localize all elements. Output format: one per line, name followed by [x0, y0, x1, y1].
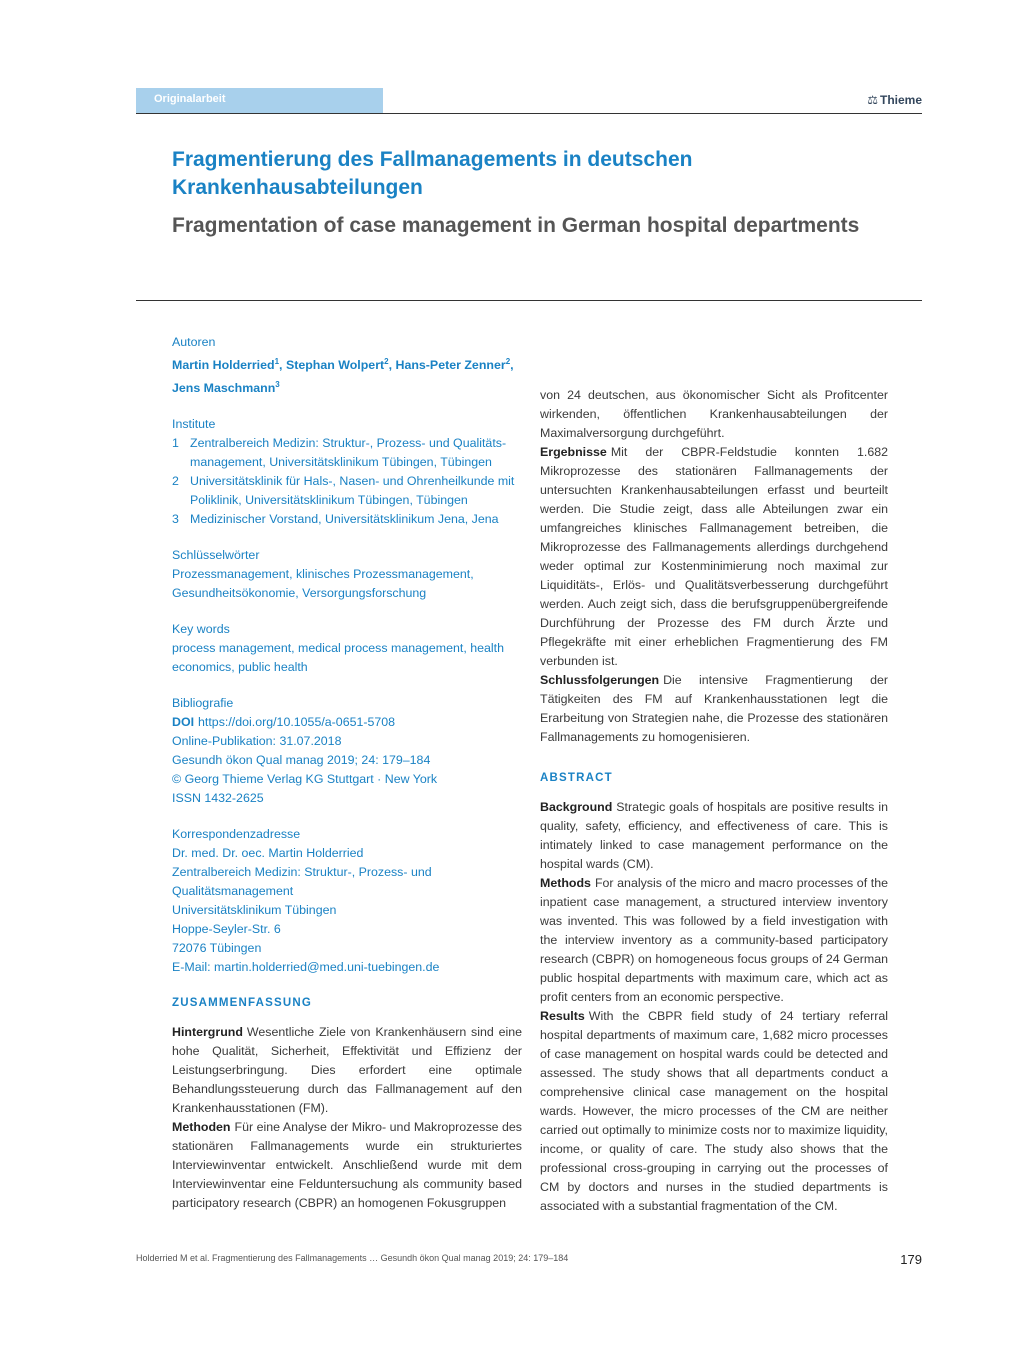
hintergrund-label: Hintergrund	[172, 1025, 243, 1040]
author-name[interactable]: Martin Holderried	[172, 358, 275, 373]
background-label: Background	[540, 800, 613, 814]
institute-text: Universitätsklinik für Hals-, Nasen- und Ohrenheilkunde mit Poliklinik, Universitätsklinikum Tübingen, Tübingen	[190, 474, 515, 508]
correspondence-line: Hoppe-Seyler-Str. 6	[172, 922, 281, 937]
correspondence-line: Qualitätsmanagement	[172, 884, 294, 899]
results-label: Results	[540, 1009, 585, 1023]
thieme-logo-icon: ⚖	[867, 93, 878, 107]
results-paragraph	[540, 1007, 888, 1216]
schlussfolgerungen-text: Die intensive Fragmentierung der Tätigkeiten des FM auf Krankenhausstationen legt die Erarbeitung von Strategien nahe, die Prozesse des stationären Fallmanagements zu homogenisieren.	[540, 673, 888, 744]
author-name[interactable]: Jens Maschmann	[172, 381, 276, 396]
correspondence-email[interactable]: E-Mail: martin.holderried@med.uni-tuebingen.de	[172, 960, 440, 975]
title-rule	[136, 300, 922, 301]
ergebnisse-paragraph	[540, 443, 888, 671]
correspondence-block	[172, 825, 522, 977]
doi-link[interactable]: https://doi.org/10.1055/a-0651-5708	[198, 715, 396, 730]
institutes-block	[172, 415, 522, 529]
institute-item	[172, 472, 522, 510]
methoden-label: Methoden	[172, 1120, 231, 1135]
authors-heading: Autoren	[172, 335, 216, 349]
institute-item	[172, 510, 522, 529]
keywords-de-heading: Schlüsselwörter	[172, 548, 260, 563]
title-english: Fragmentation of case management in German hospital departments	[172, 214, 860, 237]
online-publication: Online-Publikation: 31.07.2018	[172, 734, 342, 749]
methoden-continued: von 24 deutschen, aus ökonomischer Sicht als Profitcenter wirkenden, öffentlichen Krankenhausabteilungen der Maximalversorgung durchgeführt.	[540, 388, 888, 440]
doi-label: DOI	[172, 715, 195, 730]
correspondence-line: Dr. med. Dr. oec. Martin Holderried	[172, 846, 364, 861]
bibliography-block	[172, 694, 522, 808]
authors-block	[172, 333, 522, 398]
schlussfolgerungen-label: Schlussfolgerungen	[540, 673, 660, 687]
ergebnisse-text: Mit der CBPR-Feldstudie konnten 1.682 Mikroprozesse des stationären Fallmanagements der untersuchten Krankenhausabteilungen erfasst und beurteilt werden. Die Studie zeigt, dass alle Abteilungen zwar ein umfangreiches klinisches Fallmanagement betreiben, die Mikroprozesse des Fallmanagements allerdings durchgehend weder optimal zur Kostenminimierung noch maximal zur Liquiditäts-, Erlös- und Qualitätsverbesserung durchgeführt werden. Auch zeigt sich, dass die berufsgruppenübergreifende Durchführung der Prozesse des FM durch Ärzte und Pflegekräfte mit einer erheblichen Fragmentierung des FM verbunden ist.	[540, 445, 888, 668]
hintergrund-paragraph	[172, 1023, 522, 1118]
keywords-de-text: Prozessmanagement, klinisches Prozessmanagement, Gesundheitsökonomie, Versorgungsforschung	[172, 567, 474, 601]
correspondence-line: Universitätsklinikum Tübingen	[172, 903, 337, 918]
page-number: 179	[900, 1252, 922, 1267]
publisher-name: Thieme	[879, 93, 922, 107]
keywords-en-block	[172, 620, 522, 677]
citation: Gesundh ökon Qual manag 2019; 24: 179–184	[172, 753, 431, 768]
institutes-heading: Institute	[172, 417, 216, 432]
keywords-en-heading: Key words	[172, 622, 230, 637]
ergebnisse-label: Ergebnisse	[540, 445, 607, 459]
hintergrund-text: Wesentliche Ziele von Krankenhäusern sind eine hohe Qualität, Sicherheit, Effektivität und Effizienz der Leistungserbringung. Dies erfordert eine optimale Behandlungssteuerung durch das Fallmanagement auf den Krankenhausstationen (FM).	[172, 1025, 522, 1116]
abstract-title: ABSTRACT	[540, 772, 613, 784]
author-affiliation: 3	[275, 380, 280, 390]
publisher-logo	[867, 93, 922, 107]
header-rule	[136, 113, 922, 114]
results-text: With the CBPR field study of 24 tertiary referral hospital departments of maximum care, 1,682 micro processes of case management on hospital wards could be detected and assessed. The study shows that all departments conduct a comprehensive clinical case management on the hospital wards. However, the micro processes of the CM are neither carried out optimally to minimize costs nor to maximize liquidity, income, or quality of care. The study also shows that the professional cross-grouping in carrying out the processes of CM by doctors and nurses in the studied departments is associated with a substantial fragmentation of the CM.	[540, 1009, 888, 1213]
background-text: Strategic goals of hospitals are positive results in quality, safety, efficiency, and effectiveness of care. This is intimately linked to case management performance on the hospital wards (CM).	[540, 800, 888, 871]
methods-text: For analysis of the micro and macro processes of the inpatient case management, a structured interview inventory was invented. This was followed by a field investigation with the interview inventory as a community-based participatory research (CBPR) on homogeneous focus groups of 24 German public hospital departments with maximum care, which act as profit centers from an economic perspective.	[540, 876, 888, 1004]
methods-label: Methods	[540, 876, 591, 890]
keywords-en-text: process management, medical process management, health economics, public health	[172, 641, 504, 675]
right-column	[540, 386, 888, 1216]
methods-paragraph	[540, 874, 888, 1007]
methoden-paragraph	[172, 1118, 522, 1213]
issn: ISSN 1432-2625	[172, 791, 264, 806]
correspondence-line: Zentralbereich Medizin: Struktur-, Prozess- und	[172, 865, 432, 880]
keywords-de-block	[172, 546, 522, 603]
institute-text: Medizinischer Vorstand, Universitätsklinikum Jena, Jena	[190, 512, 499, 527]
author-affiliation: 2	[384, 357, 389, 366]
methoden-text: Für eine Analyse der Mikro- und Makroprozesse des stationären Fallmanagements wurde ein strukturiertes Interviewinventar entwickelt. Anschließend wurde mit dem Interviewinventar eine Felduntersuchung als community based participatory research (CBPR) an homogenen Fokusgruppen	[172, 1120, 522, 1211]
left-column	[172, 333, 522, 1213]
title-german: Fragmentierung des Fallmanagements in deutschen Krankenhausabteilungen	[172, 148, 693, 199]
author-affiliation: 2	[505, 357, 511, 366]
doi-line	[172, 713, 522, 732]
institute-number: 1	[172, 436, 179, 451]
institute-text: Zentralbereich Medizin: Struktur-, Prozess- und Qualitäts- management, Universitätsklinikum Tübingen, Tübingen	[190, 436, 507, 470]
institute-item	[172, 434, 522, 472]
author-affiliation: 1	[274, 357, 280, 366]
correspondence-heading: Korrespondenzadresse	[172, 827, 301, 842]
institute-number: 3	[172, 512, 179, 527]
correspondence-line: 72076 Tübingen	[172, 941, 262, 956]
section-label: Originalarbeit	[154, 93, 226, 105]
copyright: © Georg Thieme Verlag KG Stuttgart · New York	[172, 772, 438, 787]
authors-list: Martin Holderried$^1$, Stephan Wolpert$^2$, Hans-Peter Zenner$^2$, Jens Maschmann$^3$	[172, 357, 514, 396]
zusammenfassung-title: ZUSAMMENFASSUNG	[172, 997, 313, 1010]
bibliography-heading: Bibliografie	[172, 696, 234, 711]
schlussfolgerungen-paragraph	[540, 671, 888, 747]
institute-number: 2	[172, 474, 179, 489]
author-name[interactable]: Hans-Peter Zenner	[395, 358, 506, 373]
footer-reference: Holderried M et al. Fragmentierung des Fallmanagements … Gesundh ökon Qual manag 2019; 24: 179–184	[136, 1253, 569, 1263]
author-name[interactable]: Stephan Wolpert	[285, 358, 385, 373]
background-paragraph	[540, 798, 888, 874]
